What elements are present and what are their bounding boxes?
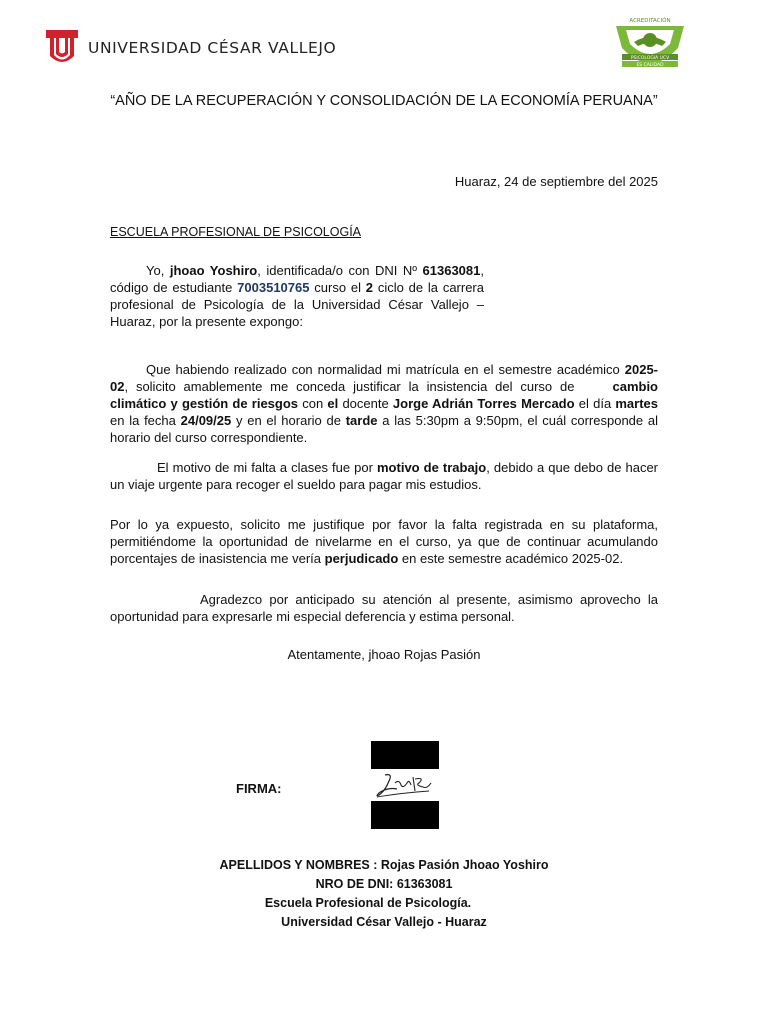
university-logo	[44, 26, 336, 70]
intro-paragraph	[110, 262, 484, 330]
redaction-bar-bottom	[371, 801, 439, 829]
absence-day: martes	[615, 396, 659, 411]
signer-school: Escuela Profesional de Psicología.	[264, 896, 472, 910]
accreditation-quality: ES CALIDAD	[636, 63, 664, 68]
reason-text: El motivo de mi falta a clases fue por	[157, 460, 377, 475]
reason-text: , debido a que debo de hacer un viaje urgente para recoger el sueldo para pagar mis estudios.	[110, 460, 659, 492]
redaction-bar-top	[371, 741, 439, 769]
accreditation-badge	[612, 14, 688, 76]
request-text: docente	[338, 396, 393, 411]
course-name: cambio climático y gestión de riesgos	[110, 379, 658, 411]
accreditation-badge-icon	[612, 14, 688, 76]
accreditation-program: PSICOLOGIA UCV	[630, 56, 670, 61]
student-cycle: 2	[365, 280, 374, 295]
document-heading: “AÑO DE LA RECUPERACIÓN Y CONSOLIDACIÓN DE LA ECONOMÍA PERUANA”	[110, 93, 658, 109]
justification-text: en este semestre académico 2025-02.	[398, 551, 624, 566]
intro-text: Yo,	[146, 263, 170, 278]
request-text: y en el horario de	[231, 413, 346, 428]
absence-shift: tarde	[345, 413, 378, 428]
signer-dni: NRO DE DNI: 61363081	[315, 877, 453, 891]
intro-text: curso el	[309, 280, 366, 295]
harmed-word: perjudicado	[324, 551, 399, 566]
justification-paragraph	[110, 516, 658, 567]
teacher-name: Jorge Adrián Torres Mercado	[392, 396, 575, 411]
date-line: Huaraz, 24 de septiembre del 2025	[454, 174, 658, 189]
signature-label: FIRMA:	[236, 781, 282, 796]
absence-date: 24/09/25	[180, 413, 232, 428]
signature-image	[371, 769, 439, 801]
request-text: el día	[574, 396, 616, 411]
student-code: 7003510765	[237, 280, 310, 295]
intro-text: ciclo de la carrera profesional de Psicología de la Universidad César Vallejo – Huaraz, por la presente expongo:	[110, 280, 484, 329]
recipient-heading: ESCUELA PROFESIONAL DE PSICOLOGÍA	[110, 225, 362, 239]
request-text: , el cuál corresponde al horario del curso correspondiente.	[110, 413, 658, 445]
closing-line: Atentamente, jhoao Rojas Pasión	[287, 647, 481, 662]
student-dni: 61363081	[422, 263, 481, 278]
request-text: , solicito amablemente me conceda justificar la insistencia del curso de	[124, 379, 575, 394]
intro-text: , identificada/o con DNI Nº	[257, 263, 423, 278]
signer-names: APELLIDOS Y NOMBRES : Rojas Pasión Jhoao Yoshiro	[219, 858, 549, 872]
intro-text: , código de estudiante	[110, 263, 484, 295]
request-text: a las 5:30pm a 9:50pm	[377, 413, 520, 428]
semester: 2025-02	[110, 362, 658, 394]
signer-details	[0, 856, 768, 932]
thanks-paragraph	[110, 591, 658, 625]
university-name: UNIVERSIDAD CÉSAR VALLEJO	[88, 39, 337, 57]
request-text: Que habiendo realizado con normalidad mi matrícula en el semestre académico	[146, 362, 625, 377]
justification-text: Por lo ya expuesto, solicito me justifique por favor la falta registrada en su plataforma, permitiéndome la oportunidad de nivelarme en el curso, ya que de continuar acumulando porcentajes de inasistencia me vería	[110, 517, 658, 566]
reason-paragraph	[110, 459, 658, 493]
signer-university: Universidad César Vallejo - Huaraz	[281, 915, 487, 929]
absence-reason: motivo de trabajo	[377, 460, 487, 475]
ucv-shield-icon	[44, 26, 80, 70]
handwritten-signature-icon	[371, 769, 439, 801]
request-text: con	[298, 396, 328, 411]
request-paragraph	[110, 361, 658, 446]
student-name: jhoao Yoshiro	[169, 263, 258, 278]
thanks-text: Agradezco por anticipado su atención al presente, asimismo aprovecho la oportunidad para expresarle mi especial deferencia y estima personal.	[110, 592, 658, 624]
article: el	[327, 396, 339, 411]
request-text: en la fecha	[110, 413, 181, 428]
accreditation-label: ACREDITACIÓN	[629, 18, 671, 24]
